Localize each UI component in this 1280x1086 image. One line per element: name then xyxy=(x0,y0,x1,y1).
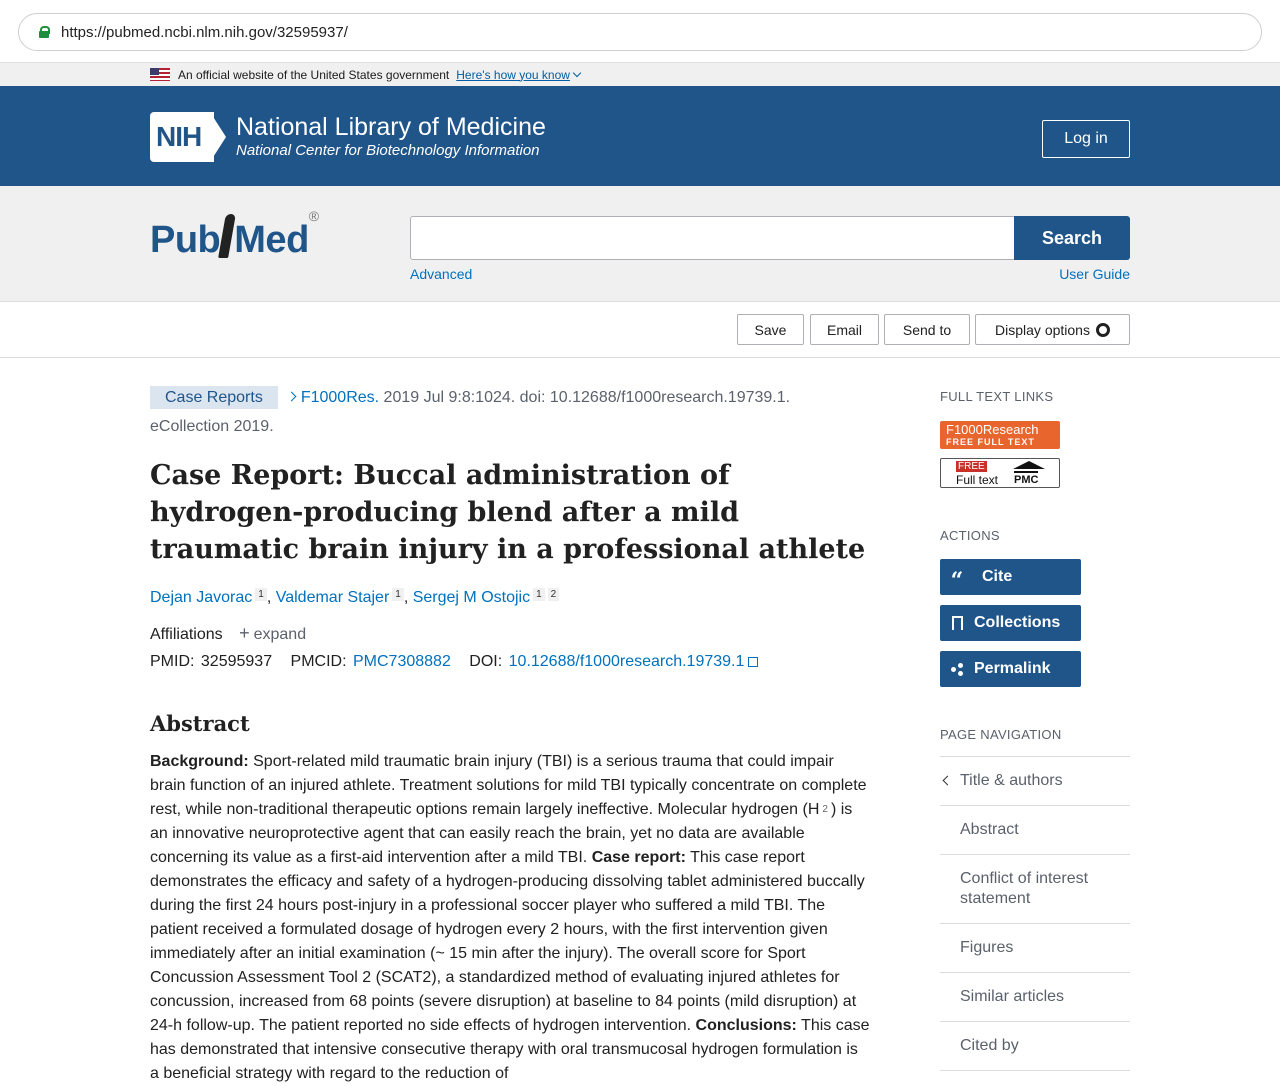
author-link[interactable]: Sergej M Ostojic xyxy=(412,589,531,606)
journal-link[interactable]: F1000Res. xyxy=(300,389,380,406)
pmc-free-label: FREE xyxy=(958,461,985,472)
cite-button[interactable] xyxy=(940,559,1081,595)
conclusions-text: This case has demonstrated that intensive consecutive therapy with oral transmucosal hydrogen formulation is a beneficial strategy with regard to the reduction of xyxy=(150,1017,870,1082)
pmc-building-icon xyxy=(1013,461,1045,469)
save-button[interactable]: Save xyxy=(737,314,804,345)
permalink-button[interactable] xyxy=(940,651,1081,687)
search-input[interactable] xyxy=(410,216,1015,260)
url-text[interactable]: https://pubmed.ncbi.nlm.nih.gov/32595937/ xyxy=(61,23,348,41)
nav-item-figures[interactable]: Figures xyxy=(940,924,1130,973)
nlm-header xyxy=(0,86,1280,186)
nav-item-label: Title & authors xyxy=(960,772,1063,789)
user-guide-link[interactable]: User Guide xyxy=(1059,266,1130,282)
article-main xyxy=(150,383,870,1086)
collections-label: Collections xyxy=(974,614,1061,631)
quote-icon: “ xyxy=(950,568,964,594)
pubmed-search-header xyxy=(0,186,1280,302)
login-button[interactable]: Log in xyxy=(1042,120,1130,158)
f1000-logo: F1000Research xyxy=(946,422,1039,437)
chevron-down-icon xyxy=(573,68,581,76)
pmid-label: PMID: xyxy=(150,653,195,670)
doi-label: DOI: xyxy=(469,653,503,670)
author-link[interactable]: Valdemar Stajer xyxy=(275,589,390,606)
citation-text: 2019 Jul 9:8:1024. doi: 10.12688/f1000research.19739.1. xyxy=(379,389,791,406)
background-text-1: Sport-related mild traumatic brain injury (TBI) is a serious trauma that could impair brain function of an injured athlete. Treatment solutions for mild TBI typically concentrate on complete rest, while non-traditional therapeutic options remain largely ineffective. Molecular hydrogen (H xyxy=(150,753,867,818)
pmcid-label: PMCID: xyxy=(290,653,347,670)
nih-logo-icon xyxy=(150,112,228,162)
nav-item-conflict-of-interest[interactable]: Conflict of interest statement xyxy=(940,855,1130,924)
how-you-know-label: Here's how you know xyxy=(456,67,570,82)
cite-label: Cite xyxy=(982,568,1013,585)
collections-button[interactable] xyxy=(940,605,1081,641)
pmid-value: 32595937 xyxy=(200,653,273,670)
page-navigation-list xyxy=(940,756,1130,1071)
display-options-button[interactable] xyxy=(975,314,1130,345)
nlm-subtitle: National Center for Biotechnology Information xyxy=(236,142,540,159)
gear-icon xyxy=(1096,323,1110,337)
affiliation-ref[interactable]: 2 xyxy=(548,588,560,601)
chevron-left-icon xyxy=(943,776,953,786)
author-link[interactable]: Dejan Javorac xyxy=(150,589,253,606)
expand-label: expand xyxy=(253,626,307,643)
send-to-button[interactable]: Send to xyxy=(884,314,970,345)
full-text-links-heading: FULL TEXT LINKS xyxy=(940,389,1054,404)
case-report-label: Case report: xyxy=(591,849,686,866)
us-flag-icon xyxy=(150,68,170,81)
nav-item-cited-by[interactable]: Cited by xyxy=(940,1022,1130,1071)
citation-line xyxy=(150,383,870,441)
chevron-right-icon xyxy=(286,392,296,402)
search-button[interactable]: Search xyxy=(1014,216,1130,260)
gov-banner xyxy=(0,63,1280,86)
pmcid-link[interactable]: PMC7308882 xyxy=(353,653,451,670)
article-toolbar xyxy=(0,302,1280,358)
case-report-text: This case report demonstrates the efficacy and safety of a hydrogen-producing dissolving tablet administered buccally during the first 24 hours post-injury in a professional soccer player who suffered a mild TBI. The patient received a formulated dosage of hydrogen every 2 hours, with the first intervention given immediately after an initial examination (~ 15 min after the injury). The overall score for Sport Concussion Assessment Tool 2 (SCAT2), a standardized method of evaluating injured athletes for concussion, increased from 68 points (severe disruption) at baseline to 84 points (mild disruption) at 24-h follow-up. The patient reported no side effects of hydrogen intervention. xyxy=(150,849,865,1034)
share-icon xyxy=(951,663,963,675)
ecollection-text: eCollection 2019. xyxy=(150,418,274,435)
article-title: Case Report: Buccal administration of hydrogen-producing blend after a mild traumatic brain injury in a professional athlete xyxy=(150,460,866,565)
pmc-logo: PMC xyxy=(1014,471,1038,486)
nih-logo-text: NIH xyxy=(156,121,202,152)
publication-type-badge: Case Reports xyxy=(150,386,278,409)
actions-heading: ACTIONS xyxy=(940,528,1000,543)
affiliations-label: Affiliations xyxy=(150,626,223,643)
abstract-text xyxy=(150,750,870,1086)
conclusions-label: Conclusions: xyxy=(695,1017,797,1034)
nav-item-similar-articles[interactable]: Similar articles xyxy=(940,973,1130,1022)
affiliations-row xyxy=(150,622,870,646)
registered-mark: ® xyxy=(308,208,319,224)
author-list: Dejan Javorac 1 , Valdemar Stajer 1 , Sergej M Ostojic 1 2 xyxy=(150,587,870,609)
doi-link[interactable]: 10.12688/f1000research.19739.1 xyxy=(508,653,745,670)
address-bar[interactable] xyxy=(18,13,1262,51)
permalink-label: Permalink xyxy=(974,660,1051,677)
browser-chrome xyxy=(0,0,1280,63)
pubmed-logo[interactable] xyxy=(150,208,319,262)
pmc-fulltext-label: Full text xyxy=(956,473,999,487)
affiliation-ref[interactable]: 1 xyxy=(533,588,545,601)
how-you-know-link[interactable] xyxy=(456,68,580,82)
subscript: 2 xyxy=(822,804,828,815)
nlm-logo[interactable] xyxy=(150,112,546,162)
background-text-2: ) is an innovative neuroprotective agent that can easily reach the brain, yet no data are available concerning its value as a first-aid intervention after a mild TBI. xyxy=(150,801,853,866)
plus-icon: + xyxy=(239,623,250,643)
display-options-label: Display options xyxy=(995,321,1090,338)
pmc-full-text-link[interactable] xyxy=(940,458,1060,488)
email-button[interactable]: Email xyxy=(810,314,879,345)
external-link-icon xyxy=(748,657,758,667)
f1000-free-label: FREE FULL TEXT xyxy=(946,437,1035,447)
sidebar xyxy=(940,389,1130,1071)
identifiers-row xyxy=(150,651,870,673)
affiliation-ref[interactable]: 1 xyxy=(255,588,267,601)
affiliation-ref[interactable]: 1 xyxy=(392,588,404,601)
abstract-heading: Abstract xyxy=(150,711,250,736)
nav-item-title-authors[interactable] xyxy=(940,757,1130,806)
nav-item-abstract[interactable]: Abstract xyxy=(940,806,1130,855)
page-navigation-heading: PAGE NAVIGATION xyxy=(940,727,1062,742)
bookmark-icon xyxy=(952,616,963,630)
lock-icon xyxy=(39,26,49,38)
pubmed-logo-right: Med xyxy=(234,219,309,261)
nlm-title: National Library of Medicine xyxy=(236,113,546,141)
pubmed-logo-left: Pub xyxy=(150,219,221,261)
gov-banner-text: An official website of the United States government xyxy=(178,67,450,82)
background-label: Background: xyxy=(150,753,249,770)
f1000-full-text-link[interactable] xyxy=(940,421,1060,449)
affiliations-expand-button[interactable] xyxy=(227,623,307,643)
advanced-search-link[interactable]: Advanced xyxy=(410,266,473,282)
